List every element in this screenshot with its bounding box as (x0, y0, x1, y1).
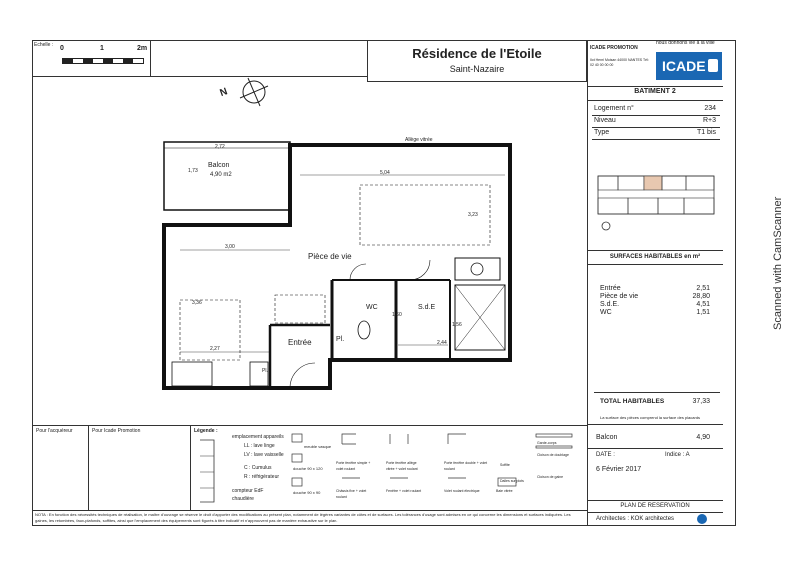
legend-title: Légende : (194, 428, 218, 434)
dim-3: 3,23 (468, 212, 478, 218)
surface-label: WC (600, 309, 612, 316)
project-title: Résidence de l'Etoile (412, 46, 542, 61)
promoter-address: Ilot Henri Moisan 44000 NANTES Tél: 02 40 00 00 00 (590, 58, 649, 67)
batiment-bottom-line (587, 100, 723, 101)
dim-5: 3,36 (192, 300, 202, 306)
scale-tick-1: 1 (100, 45, 104, 52)
surfaces-header-line (587, 264, 723, 265)
info-row-line (592, 139, 720, 140)
nota-text: NOTA : En fonction des nécessités techniques de réalisation, le maître d'ouvrage se réserve le droit d'apporter des modifications au présent plan, notamment de légères variantes de côtes et de surfaces. Les tolérances d'usage sont admises en ce qui concerne les dimensions et surfaces indiquées. Les gaines, les retombées, faux-plafonds, soffites, ainsi que l'emplacement des équipements sont figurés à titre indicatif et n'approuvent pas de manière exhaustive sur le plan. (35, 512, 571, 523)
dim-4: 3,00 (225, 244, 235, 250)
dim-10: 1,56 (452, 322, 462, 328)
legend-symbol-label: Cloison de gaine (537, 475, 564, 479)
surface-value: 4,51 (696, 301, 710, 308)
batiment-top-line (587, 86, 723, 87)
legend-top-line (32, 425, 587, 426)
date-bottom-line (587, 500, 723, 501)
batiment-label: BATIMENT 2 (634, 88, 676, 95)
scale-tick-2: 2m (137, 45, 148, 52)
surface-value: 1,51 (696, 309, 710, 316)
legend-item: LV : lave vaisselle (244, 452, 284, 458)
dim-6: 2,27 (210, 346, 220, 352)
key-plan (594, 170, 722, 236)
surface-label: Pièce de vie (600, 293, 639, 300)
legend-item: compteur EdF (232, 488, 264, 494)
room-sde: S.d.E (418, 304, 436, 311)
dim-9: 1,60 (392, 312, 402, 318)
room-balcon: Balcon (208, 162, 230, 169)
room-piece-de-vie: Pièce de vie (308, 252, 352, 261)
nota-top-line (32, 510, 587, 511)
icade-logo (656, 52, 722, 80)
legend-item: LL : lave linge (244, 443, 275, 449)
legend-item: C : Cumulus (244, 465, 272, 471)
legend-symbol-label: Porte fenêtre simple + volet roulant (336, 461, 371, 471)
loggia-label: Allège vitrée (405, 137, 433, 143)
architect-label: Architectes : KOK architectes (596, 516, 675, 522)
total-value: 37,33 (692, 398, 710, 405)
logo-mark-icon (708, 59, 718, 72)
scale-tick-0: 0 (60, 45, 64, 52)
dim-1: 2,72 (215, 144, 225, 150)
surface-value: 2,51 (696, 285, 710, 292)
logo-text: ICADE (662, 58, 706, 74)
floor-plan (150, 130, 520, 405)
legend-stair-icon (196, 436, 218, 506)
room-wc: WC (366, 304, 378, 311)
legend-symbol-label: Porte fenêtre allège vitrée + volet roulant (386, 461, 418, 471)
promoter-tagline: nous donnons vie à la ville (656, 40, 715, 46)
dim-7: 2,44 (437, 340, 447, 346)
info-label: Logement n° (594, 105, 634, 112)
info-value: R+3 (702, 117, 716, 124)
surfaces-top-line (587, 250, 723, 251)
surface-label: Entrée (600, 285, 621, 292)
scale-label: Echelle : (34, 42, 54, 48)
room-placard-1: Pl. (336, 336, 345, 343)
legend-symbol-label: Soffite (500, 463, 510, 467)
balcon-value: 4,90 (696, 434, 710, 441)
legend-item: emplacement appareils (232, 434, 284, 440)
project-city: Saint-Nazaire (449, 64, 505, 74)
total-label: TOTAL HABITABLES (600, 398, 665, 405)
legend-symbol-label: Dalles sur plots (500, 479, 524, 483)
surfaces-bottom-line (587, 424, 723, 425)
legend-symbol-label: Garde-corps (537, 441, 557, 445)
surface-note: La surface des pièces comprend la surface des placards (600, 415, 701, 420)
indice-label: Indice : A (665, 452, 690, 458)
info-label: Type (594, 129, 610, 136)
info-value: T1 bis (696, 129, 716, 136)
room-placard-2: Pl. (262, 368, 268, 374)
legend-symbol-label: Châssis fixe + volet roulant (336, 489, 367, 499)
info-row-line (592, 127, 720, 128)
surfaces-header: SURFACES HABITABLES en m² (609, 254, 701, 260)
total-top-line (594, 392, 720, 393)
legend-symbol-label: Volet roulant électrique (444, 489, 480, 493)
surface-value: 28,80 (692, 293, 710, 300)
approval-divider-1 (88, 425, 89, 510)
date-label: DATE : (596, 452, 615, 458)
legend-symbol-label: Cloison de doublage (537, 453, 569, 457)
right-panel-border (587, 40, 588, 526)
promoter-name: ICADE PROMOTION (590, 45, 638, 51)
north-arrow-icon (236, 74, 272, 110)
dim-2: 5,04 (380, 170, 390, 176)
approval-icade: Pour Icade Promotion (92, 428, 141, 434)
legend-symbol-label: Baie vitrée (496, 489, 513, 493)
balcon-bottom-line (587, 448, 723, 449)
scale-bar (62, 58, 144, 64)
date-value: 6 Février 2017 (596, 466, 642, 473)
plan-type: PLAN DE RESERVATION (620, 503, 690, 509)
dim-8: 1,73 (188, 168, 198, 174)
scale-divider (150, 40, 151, 76)
header-divider (32, 76, 367, 77)
legend-symbol-label: Porte fenêtre double + volet roulant (444, 461, 488, 471)
legend-item: chaudière (232, 496, 254, 502)
plan-type-line (587, 512, 723, 513)
balcon-label: Balcon (596, 434, 618, 441)
legend-symbol-label: douche 90 x 120 (293, 466, 323, 471)
approval-divider-2 (190, 425, 191, 510)
info-value: 234 (704, 105, 716, 112)
legend-symbol-label: meuble vasque (304, 444, 332, 449)
info-label: Niveau (594, 117, 616, 124)
scanner-watermark: Scanned with CamScanner (772, 196, 784, 330)
info-row-line (592, 115, 720, 116)
approval-acquereur: Pour l'acquéreur (36, 428, 73, 434)
architect-logo-icon (697, 514, 707, 524)
north-label: N (218, 86, 230, 100)
surface-label: S.d.E. (600, 301, 620, 308)
room-balcon-area: 4,90 m2 (210, 172, 232, 178)
legend-item: R : réfrigérateur (244, 474, 280, 480)
room-entree: Entrée (288, 338, 312, 347)
legend-symbol-label: Fenêtre + volet roulant (386, 489, 422, 493)
legend-symbol-label: douche 90 x 90 (293, 490, 321, 495)
